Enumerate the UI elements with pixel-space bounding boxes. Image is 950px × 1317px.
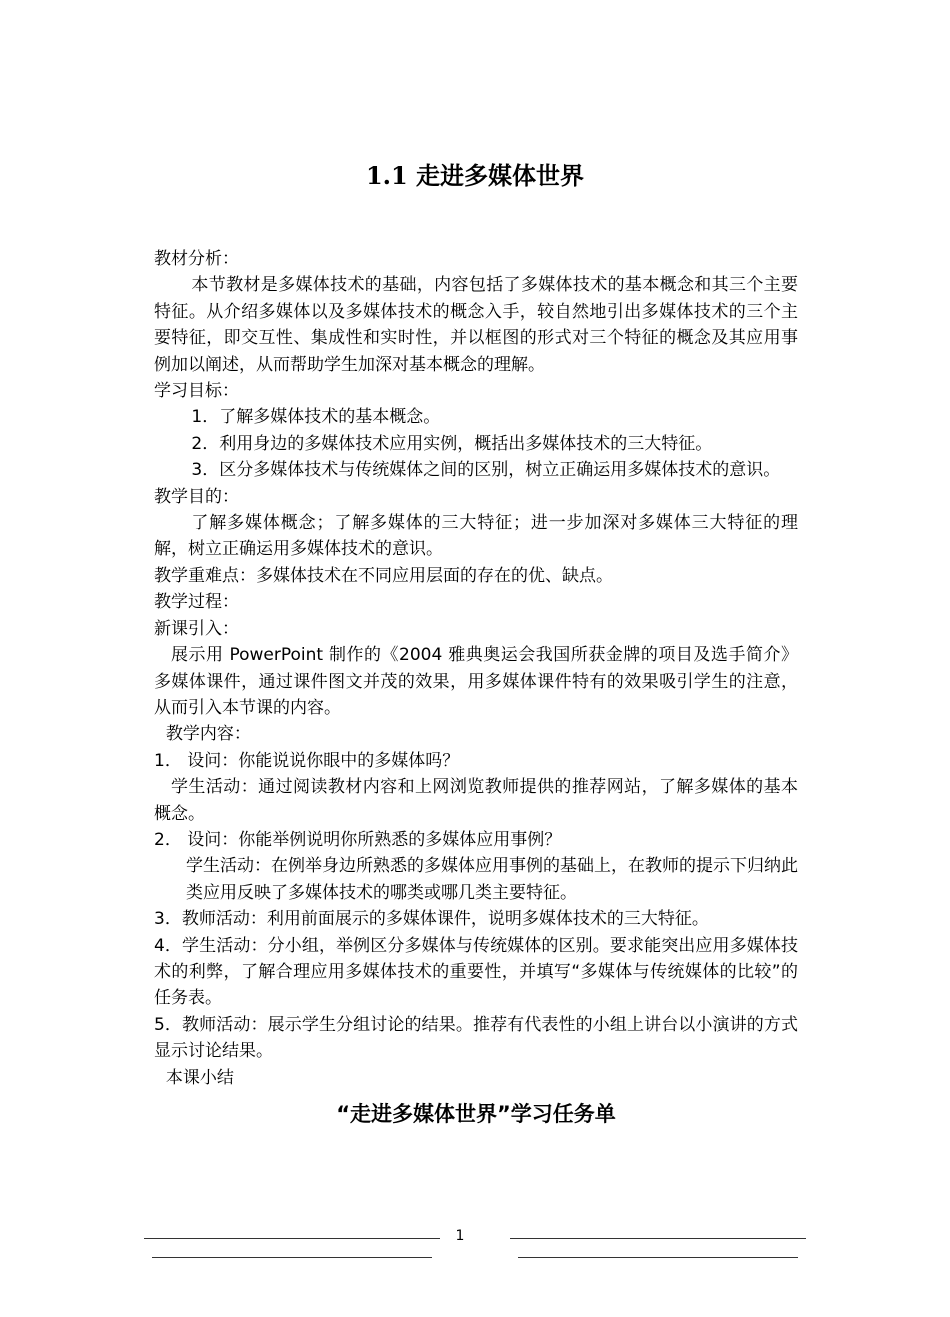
paragraph-lesson-intro: 展示用 PowerPoint 制作的《2004 雅典奥运会我国所获金牌的项目及选手简介》多媒体课件，通过课件图文并茂的效果，用多媒体课件特有的效果吸引学生的注意，从而引入本节课的内容。: [154, 645, 798, 718]
goal-item-2: 2．利用身边的多媒体技术应用实例，概括出多媒体技术的三大特征。: [191, 433, 713, 454]
content-item-5: 5．教师活动：展示学生分组讨论的结果。推荐有代表性的小组上讲台以小演讲的方式显示讨论结果。: [154, 1014, 798, 1062]
paragraph-teaching-purpose: 了解多媒体概念；了解多媒体的三大特征；进一步加深对多媒体三大特征的理解，树立正确运用多媒体技术的意识。: [154, 513, 798, 560]
footer-rule-left-top: [144, 1238, 440, 1239]
student-activity-2: 学生活动：在例举身边所熟悉的多媒体应用事例的基础上，在教师的提示下归纳此类应用反映了多媒体技术的哪类或哪几类主要特征。: [186, 856, 798, 903]
footer-rule-right-bottom: [518, 1257, 798, 1258]
content-item-4: 4．学生活动：分小组，举例区分多媒体与传统媒体的区别。要求能突出应用多媒体技术的利弊，了解合理应用多媒体技术的重要性，并填写“多媒体与传统媒体的比较”的任务表。: [154, 935, 798, 1009]
goal-item-1: 1．了解多媒体技术的基本概念。: [191, 407, 441, 428]
section-heading-lesson-summary: 本课小结: [165, 1067, 234, 1088]
content-item-2: 2． 设问：你能举例说明你所熟悉的多媒体应用事例？: [154, 829, 562, 850]
document-body: [154, 246, 798, 1131]
section-heading-teaching-content: 教学内容：: [165, 724, 251, 745]
task-sheet-title: “走进多媒体世界”学习任务单: [336, 1102, 616, 1126]
page-footer: [0, 1226, 950, 1266]
content-item-1: 1． 设问：你能说说你眼中的多媒体吗？: [154, 750, 460, 771]
goal-item-3: 3．区分多媒体技术与传统媒体之间的区别，树立正确运用多媒体技术的意识。: [191, 460, 781, 481]
paragraph-textbook-analysis: 本节教材是多媒体技术的基础，内容包括了多媒体技术的基本概念和其三个主要特征。从介绍多媒体以及多媒体技术的概念入手，较自然地引出多媒体技术的三个主要特征，即交互性、集成性和实时性，并以框图的形式对三个特征的概念及其应用事例加以阐述，从而帮助学生加深对基本概念的理解。: [154, 275, 798, 375]
footer-rule-left-bottom: [152, 1257, 432, 1258]
student-activity-1: 学生活动：通过阅读教材内容和上网浏览教师提供的推荐网站，了解多媒体的基本概念。: [154, 777, 798, 824]
content-item-3: 3．教师活动：利用前面展示的多媒体课件，说明多媒体技术的三大特征。: [154, 909, 709, 930]
paragraph-key-points: 教学重难点：多媒体技术在不同应用层面的存在的优、缺点。: [154, 565, 613, 586]
section-heading-textbook-analysis: 教材分析：: [154, 249, 239, 269]
document-title: 1.1 走进多媒体世界: [365, 161, 585, 190]
page-number: 1: [455, 1228, 465, 1244]
footer-rule-right-top: [510, 1238, 806, 1239]
section-heading-teaching-process: 教学过程：: [154, 592, 239, 613]
section-heading-teaching-purpose: 教学目的：: [154, 486, 239, 507]
section-heading-learning-goals: 学习目标：: [154, 381, 239, 402]
section-heading-new-lesson-intro: 新课引入：: [154, 618, 239, 639]
